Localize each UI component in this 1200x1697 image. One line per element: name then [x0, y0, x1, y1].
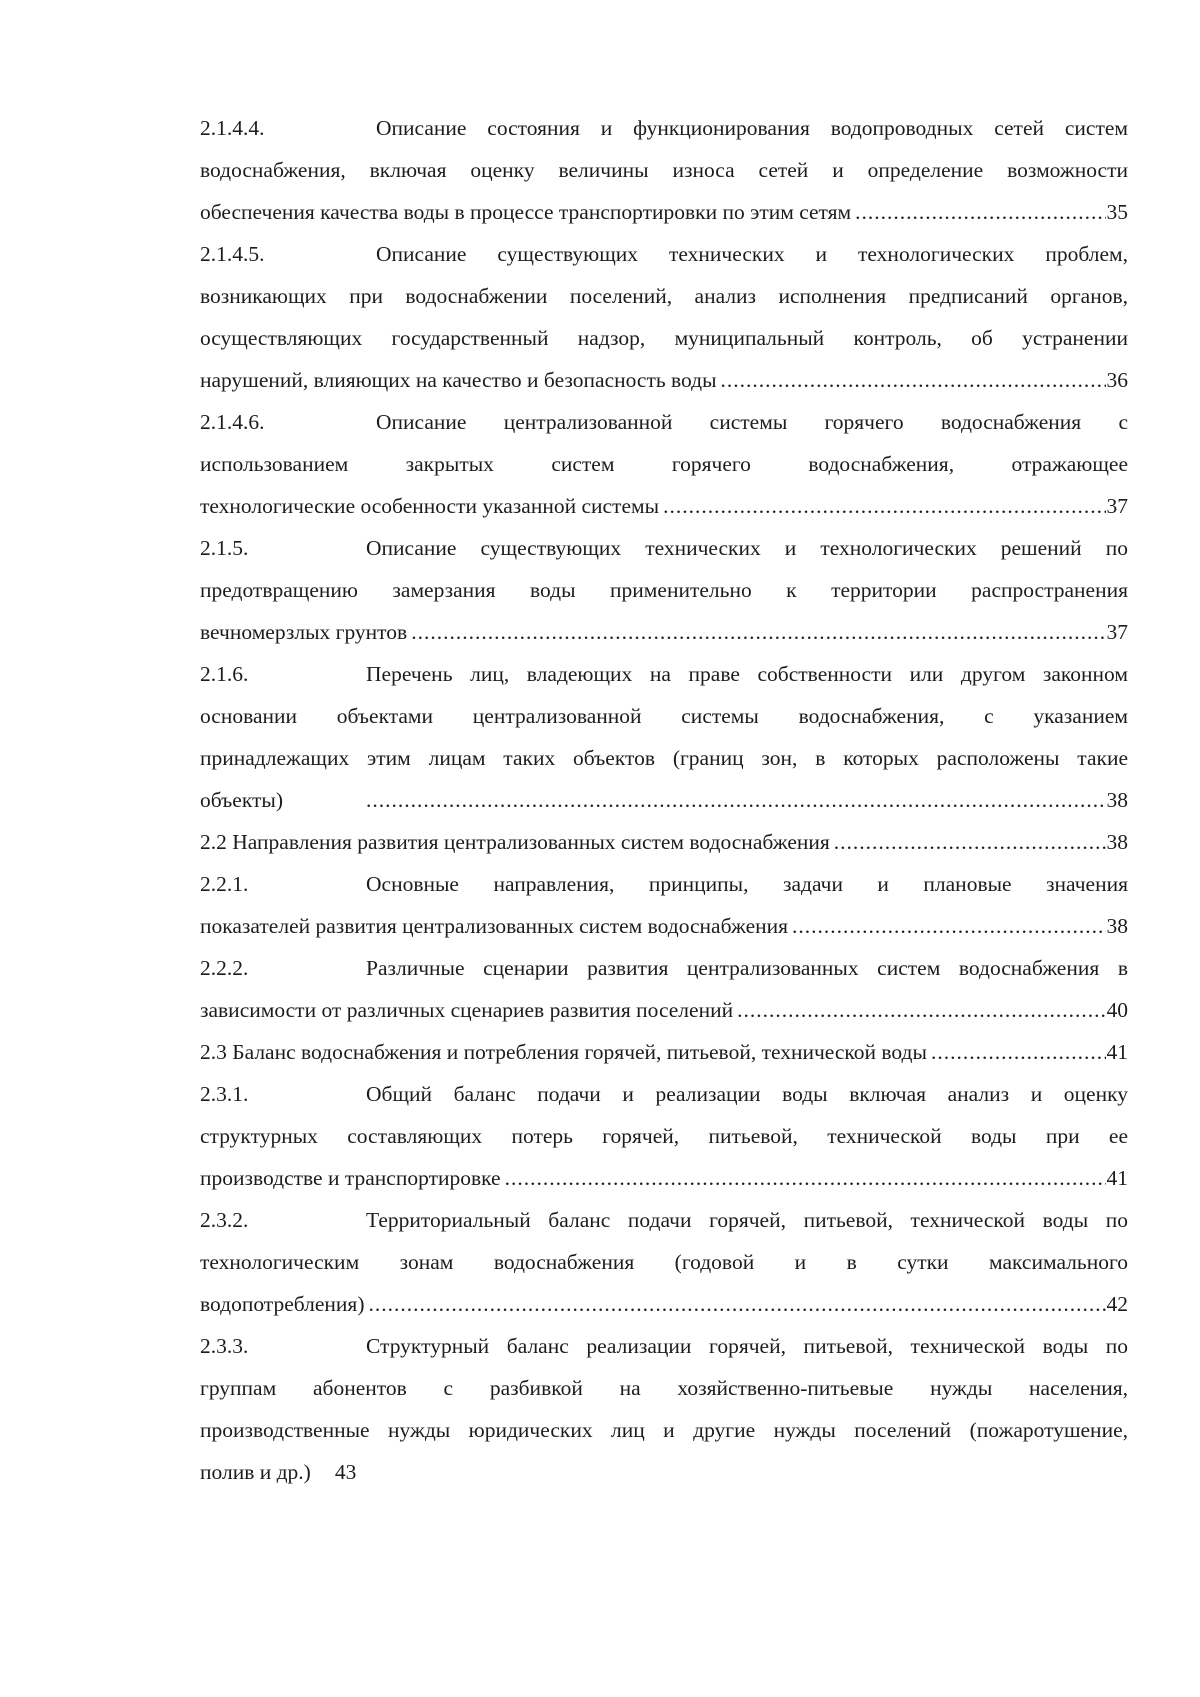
toc-entry-number: 2.1.5.: [200, 536, 249, 560]
toc-entry[interactable]: [200, 1325, 1128, 1493]
toc-entry-title: 2.2 Направления развития централизованных систем водоснабжения: [200, 830, 830, 854]
toc-entry-title-line: водоснабжения, включая оценку величины износа сетей и определение возможности: [200, 158, 1128, 182]
toc-entry[interactable]: [200, 107, 1128, 233]
toc-entry-number: 2.1.4.4.: [200, 116, 265, 140]
toc-entry-number: 2.1.6.: [200, 662, 249, 686]
toc-entry-title-line: возникающих при водоснабжении поселений, анализ исполнения предписаний органов,: [200, 284, 1128, 308]
toc-entry[interactable]: [200, 947, 1128, 1031]
toc-entry-title: Описание состояния и функционирования водопроводных сетей систем: [376, 116, 1128, 140]
toc-entry-number: 2.3.3.: [200, 1334, 249, 1358]
toc-entry-title-line: зависимости от различных сценариев развития поселений: [200, 998, 734, 1022]
dot-leader: [721, 359, 1106, 401]
toc-entry-title-line: обеспечения качества воды в процессе транспортировки по этим сетям: [200, 200, 852, 224]
toc-entry-title-line: вечномерзлых грунтов: [200, 620, 408, 644]
toc-page-number: 40: [1106, 998, 1128, 1022]
dot-leader: [505, 1157, 1106, 1199]
toc-page-number: 36: [1106, 368, 1128, 392]
toc-entry[interactable]: [200, 527, 1128, 653]
toc-entry-title-line: группам абонентов с разбивкой на хозяйственно-питьевые нужды населения,: [200, 1376, 1128, 1400]
toc-entry-title: 2.3 Баланс водоснабжения и потребления горячей, питьевой, технической воды: [200, 1040, 927, 1064]
toc-entry-title-line: принадлежащих этим лицам таких объектов (границ зон, в которых расположены такие: [200, 746, 1128, 770]
toc-entry[interactable]: [200, 1199, 1128, 1325]
table-of-contents: [200, 107, 1128, 1493]
toc-entry-title-line: объекты): [200, 788, 283, 812]
toc-entry-title: Описание существующих технических и технологических проблем,: [376, 242, 1128, 266]
toc-page-number: 38: [1106, 830, 1128, 854]
toc-entry-title-line: нарушений, влияющих на качество и безопасность воды: [200, 368, 717, 392]
toc-page-number: 41: [1106, 1040, 1128, 1064]
dot-leader: [366, 779, 1106, 821]
toc-entry-title-line: полив и др.): [200, 1460, 311, 1484]
toc-page-number: 38: [1106, 788, 1128, 812]
toc-entry-title-line: осуществляющих государственный надзор, муниципальный контроль, об устранении: [200, 326, 1128, 350]
dot-leader: [663, 485, 1105, 527]
toc-entry-title-line: использованием закрытых систем горячего водоснабжения, отражающее: [200, 452, 1128, 476]
toc-entry-title: Структурный баланс реализации горячей, питьевой, технической воды по: [366, 1334, 1128, 1358]
toc-entry[interactable]: [200, 821, 1128, 863]
toc-entry-number: 2.1.4.5.: [200, 242, 265, 266]
toc-page-number: 41: [1106, 1166, 1128, 1190]
toc-entry-title: Различные сценарии развития централизованных систем водоснабжения в: [366, 956, 1128, 980]
toc-page-number: 42: [1106, 1292, 1128, 1316]
toc-entry-number: 2.3.1.: [200, 1082, 249, 1106]
toc-page-number: 37: [1106, 620, 1128, 644]
toc-entry-title: Описание существующих технических и технологических решений по: [366, 536, 1128, 560]
toc-entry[interactable]: [200, 233, 1128, 401]
toc-entry-title: Основные направления, принципы, задачи и плановые значения: [366, 872, 1128, 896]
toc-entry-title: Общий баланс подачи и реализации воды включая анализ и оценку: [366, 1082, 1128, 1106]
toc-entry[interactable]: [200, 863, 1128, 947]
toc-entry[interactable]: [200, 401, 1128, 527]
dot-leader: [737, 989, 1105, 1031]
dot-leader: [855, 191, 1105, 233]
toc-entry-title-line: производственные нужды юридических лиц и другие нужды поселений (пожаротушение,: [200, 1418, 1128, 1442]
toc-entry-number: 2.2.1.: [200, 872, 249, 896]
toc-page-number: 37: [1106, 494, 1128, 518]
dot-leader: [834, 821, 1106, 863]
toc-page-number: 38: [1106, 914, 1128, 938]
toc-entry[interactable]: [200, 653, 1128, 821]
toc-entry-title: Описание централизованной системы горячего водоснабжения с: [376, 410, 1128, 434]
toc-entry-title-line: структурных составляющих потерь горячей, питьевой, технической воды при ее: [200, 1124, 1128, 1148]
toc-entry-title-line: предотвращению замерзания воды применительно к территории распространения: [200, 578, 1128, 602]
toc-entry-number: 2.3.2.: [200, 1208, 249, 1232]
toc-entry-title-line: производстве и транспортировке: [200, 1166, 501, 1190]
dot-leader: [411, 611, 1105, 653]
toc-entry-title-line: показателей развития централизованных систем водоснабжения: [200, 914, 789, 938]
toc-entry-title-line: водопотребления): [200, 1292, 365, 1316]
dot-leader: [368, 1283, 1105, 1325]
dot-leader: [931, 1031, 1106, 1073]
toc-entry-title-line: технологические особенности указанной системы: [200, 494, 660, 518]
toc-page-number: 43: [334, 1460, 357, 1484]
toc-page-number: 35: [1106, 200, 1128, 224]
toc-entry-title: Территориальный баланс подачи горячей, питьевой, технической воды по: [366, 1208, 1128, 1232]
toc-entry[interactable]: [200, 1073, 1128, 1199]
toc-entry-title-line: технологическим зонам водоснабжения (годовой и в сутки максимального: [200, 1250, 1128, 1274]
dot-leader: [792, 905, 1105, 947]
toc-entry-title: Перечень лиц, владеющих на праве собственности или другом законном: [366, 662, 1128, 686]
toc-entry-number: 2.2.2.: [200, 956, 249, 980]
toc-entry-title-line: основании объектами централизованной системы водоснабжения, с указанием: [200, 704, 1128, 728]
toc-entry-number: 2.1.4.6.: [200, 410, 265, 434]
toc-entry[interactable]: [200, 1031, 1128, 1073]
